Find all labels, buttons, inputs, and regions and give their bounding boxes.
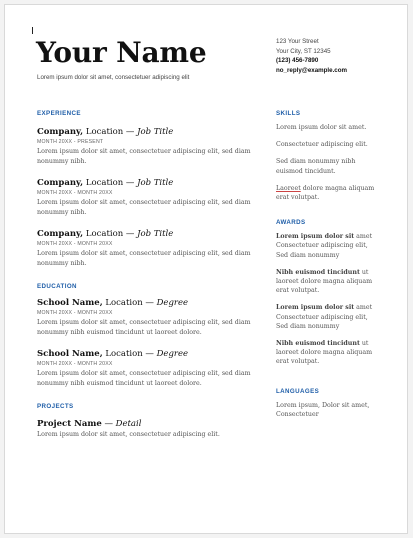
experience-description: Lorem ipsum dolor sit amet, consectetuer adipiscing elit, sed diam nonummy nibh. xyxy=(37,199,251,216)
skills-heading[interactable]: SKILLS xyxy=(276,110,301,117)
resume-tagline[interactable]: Lorem ipsum dolor sit amet, consectetuer adipiscing elit xyxy=(37,74,190,81)
skills-section xyxy=(276,123,376,202)
award-title: Nibh euismod tincidunt xyxy=(276,340,360,348)
resume-name[interactable]: Your Name xyxy=(36,36,207,69)
education-entry[interactable] xyxy=(37,349,257,388)
award-text: ut laoreet dolore magna aliquam erat volutpat. xyxy=(276,268,373,295)
project-entry[interactable] xyxy=(37,419,257,440)
project-detail: Detail xyxy=(115,419,142,429)
contact-city: Your City, ST 12345 xyxy=(276,47,331,55)
company-name: Company, xyxy=(37,229,84,239)
education-heading[interactable]: EDUCATION xyxy=(37,283,77,290)
company-name: Company, xyxy=(37,127,84,137)
awards-heading[interactable]: AWARDS xyxy=(276,219,306,227)
award-text: ut laoreet dolore magna aliquam erat volutpat. xyxy=(276,340,373,366)
right-column xyxy=(276,109,376,419)
experience-description: Lorem ipsum dolor sit amet, consectetuer adipiscing elit, sed diam nonummy nibh. xyxy=(37,148,251,165)
company-location: Location — xyxy=(83,229,138,239)
degree: Degree xyxy=(156,349,189,359)
skill-item[interactable] xyxy=(276,184,376,202)
award-title: Lorem ipsum dolor sit xyxy=(276,233,355,241)
school-name: School Name, xyxy=(37,298,103,308)
experience-dates: MONTH 20XX - MONTH 20XX xyxy=(37,241,113,247)
contact-street: 123 Your Street xyxy=(276,38,319,45)
left-column xyxy=(37,109,257,440)
experience-title xyxy=(37,178,257,189)
languages-text[interactable]: Lorem ipsum, Dolor sit amet, Consectetuer xyxy=(276,401,370,418)
degree: Degree xyxy=(156,298,189,308)
experience-entry[interactable] xyxy=(37,127,257,166)
text-cursor xyxy=(32,27,33,34)
contact-email: no_reply@example.com xyxy=(276,66,348,74)
experience-dates: MONTH 20XX - MONTH 20XX xyxy=(37,190,113,196)
award-title: Nibh euismod tincidunt xyxy=(276,268,360,276)
education-dates: MONTH 20XX - MONTH 20XX xyxy=(37,361,113,367)
education-description: Lorem ipsum dolor sit amet, consectetuer adipiscing elit, sed diam nonummy nibh euismod tincidunt ut laoreet dolore. xyxy=(37,370,251,387)
award-item[interactable] xyxy=(276,303,376,331)
company-location: Location — xyxy=(83,127,138,137)
school-name: School Name, xyxy=(37,349,103,359)
award-item[interactable] xyxy=(276,232,376,260)
experience-entry[interactable] xyxy=(37,229,257,268)
project-title xyxy=(37,419,257,430)
contact-phone: (123) 456-7890 xyxy=(276,57,319,64)
education-dates: MONTH 20XX - MONTH 20XX xyxy=(37,310,113,316)
languages-heading[interactable]: LANGUAGES xyxy=(276,387,320,395)
skill-item[interactable]: Lorem ipsum dolor sit amet. xyxy=(276,124,367,131)
skill-item-text: dolore magna aliquam erat volutpat. xyxy=(276,184,375,202)
award-item[interactable] xyxy=(276,339,376,367)
award-text: amet Consectetuer adipiscing elit, Sed diam nonummy xyxy=(276,304,373,330)
projects-heading[interactable]: PROJECTS xyxy=(37,403,74,410)
experience-list xyxy=(37,127,257,268)
award-item[interactable] xyxy=(276,268,376,296)
experience-heading[interactable]: EXPERIENCE xyxy=(37,110,81,117)
project-description: Lorem ipsum dolor sit amet, consectetuer adipiscing elit. xyxy=(37,431,220,438)
project-separator: — xyxy=(101,419,116,429)
education-title xyxy=(37,298,257,309)
education-entry[interactable] xyxy=(37,298,257,337)
company-name: Company, xyxy=(37,178,84,188)
experience-title xyxy=(37,229,257,240)
job-title: Job Title xyxy=(137,127,174,137)
projects-list xyxy=(37,419,257,440)
company-location: Location — xyxy=(83,178,138,188)
project-name: Project Name xyxy=(37,419,102,429)
experience-description: Lorem ipsum dolor sit amet, consectetuer adipiscing elit, sed diam nonummy nibh. xyxy=(37,250,251,267)
resume-page xyxy=(4,4,408,534)
awards-section xyxy=(276,232,376,366)
education-description: Lorem ipsum dolor sit amet, consectetuer adipiscing elit, sed diam nonummy nibh euismod tincidunt ut laoreet dolore. xyxy=(37,319,251,336)
experience-dates: MONTH 20XX - PRESENT xyxy=(37,139,104,145)
job-title: Job Title xyxy=(137,229,174,239)
education-list xyxy=(37,298,257,388)
experience-title xyxy=(37,127,257,138)
award-title: Lorem ipsum dolor sit xyxy=(276,304,355,312)
experience-entry[interactable] xyxy=(37,178,257,217)
school-location: Location — xyxy=(102,349,157,359)
skill-item[interactable]: Sed diam nonummy nibh euismod tincidunt. xyxy=(276,158,356,175)
education-title xyxy=(37,349,257,360)
contact-block[interactable] xyxy=(276,37,347,75)
spellcheck-word[interactable]: Laoreet xyxy=(276,184,301,192)
school-location: Location — xyxy=(102,298,157,308)
job-title: Job Title xyxy=(137,178,174,188)
award-text: amet Consectetuer adipiscing elit, Sed diam nonummy xyxy=(276,233,373,259)
skill-item[interactable]: Consectetuer adipiscing elit. xyxy=(276,141,368,149)
